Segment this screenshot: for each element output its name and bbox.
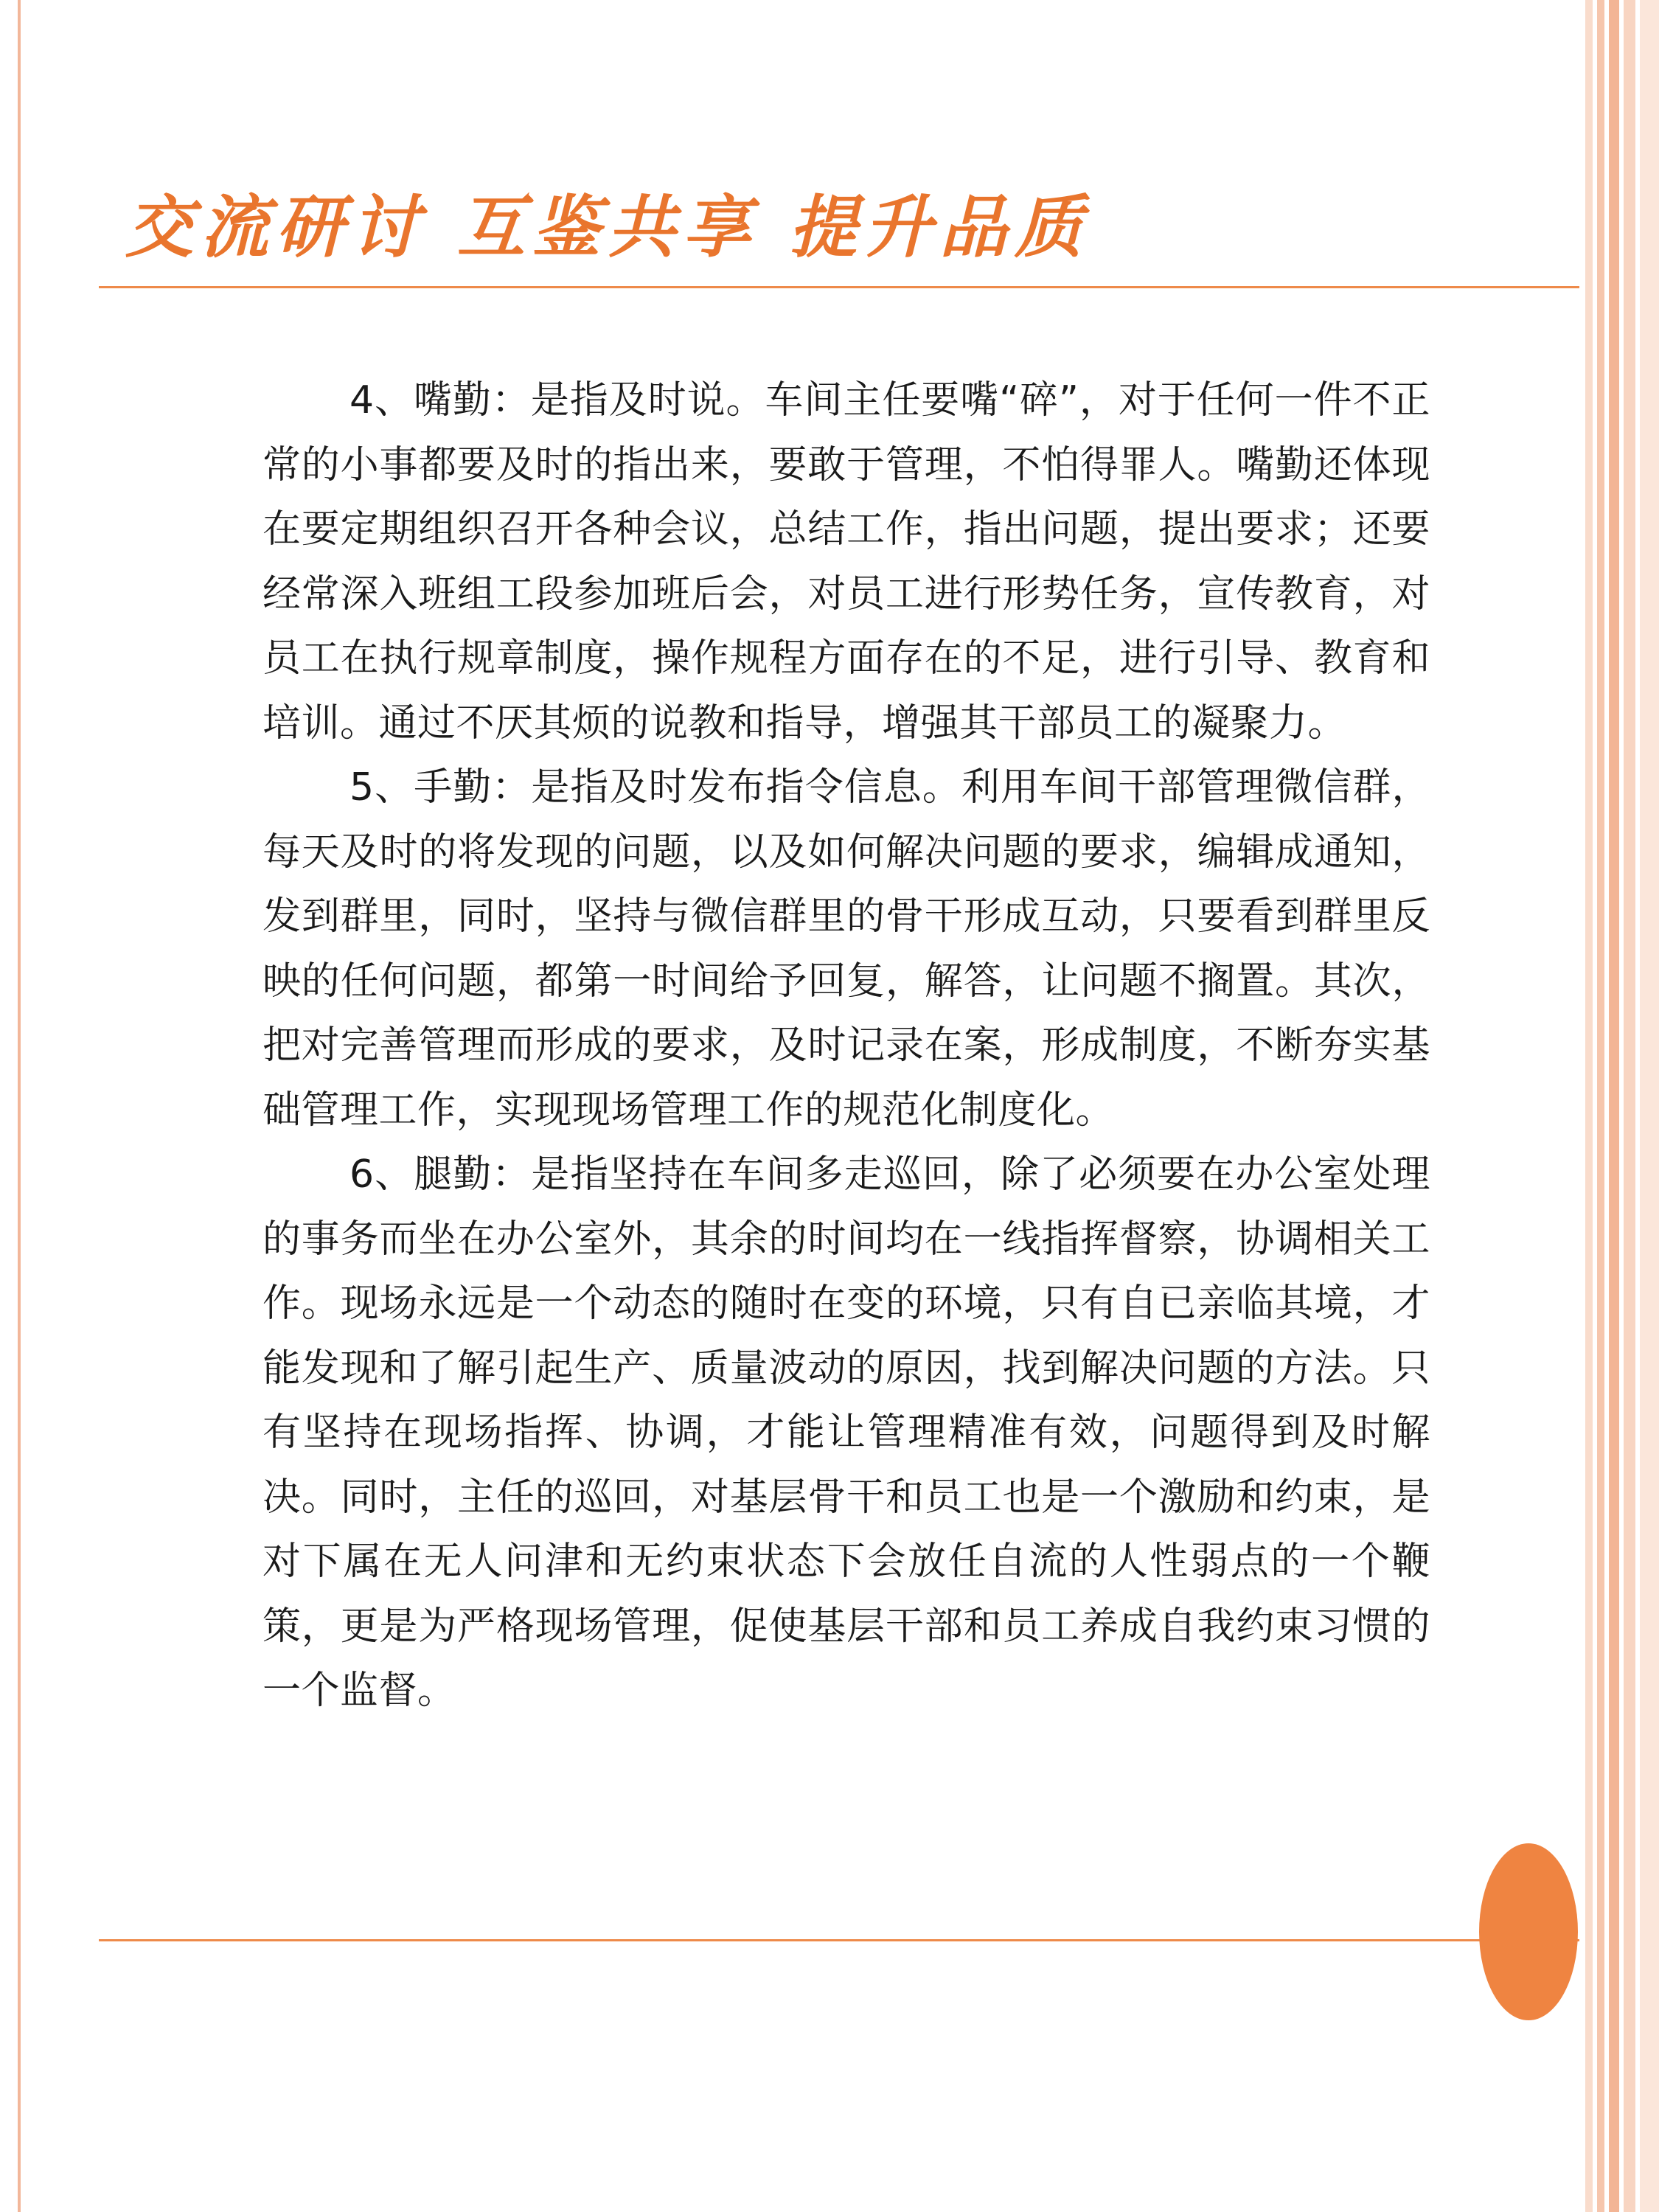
- page-title: 交流研讨 互鉴共享 提升品质: [125, 187, 1091, 267]
- decorative-oval: [1479, 1843, 1578, 2020]
- right-decorative-stripe: [1609, 0, 1619, 2212]
- right-decorative-stripe: [1624, 0, 1635, 2212]
- article-body: [262, 369, 1430, 1724]
- paragraph-hand-diligence: 5、手勤：是指及时发布指令信息。利用车间干部管理微信群，每天及时的将发现的问题，以及如何解决问题的要求，编辑成通知，发到群里，同时，坚持与微信群里的骨干形成互动，只要看到群里反映的任何问题，都第一时间给予回复，解答，让问题不搁置。其次，把对完善管理而形成的要求，及时记录在案，形成制度，不断夯实基础管理工作，实现现场管理工作的规范化制度化。: [262, 765, 1430, 1133]
- right-decorative-stripe: [1597, 0, 1604, 2212]
- header-divider: [99, 286, 1579, 288]
- paragraph-leg-diligence: 6、腿勤：是指坚持在车间多走巡回，除了必须要在办公室处理的事务而坐在办公室外，其余的时间均在一线指挥督察，协调相关工作。现场永远是一个动态的随时在变的环境，只有自已亲临其境，才能发现和了解引起生产、质量波动的原因，找到解决问题的方法。只有坚持在现场指挥、协调，才能让管理精准有效，问题得到及时解决。同时，主任的巡回，对基层骨干和员工也是一个激励和约束，是对下属在无人问津和无约束状态下会放任自流的人性弱点的一个鞭策，更是为严格现场管理，促使基层干部和员工养成自我约束习惯的一个监督。: [262, 1152, 1430, 1713]
- right-decorative-stripe: [1585, 0, 1593, 2212]
- footer-divider: [99, 1939, 1579, 1941]
- left-frame-line: [18, 0, 21, 2212]
- right-decorative-stripe: [1640, 0, 1659, 2212]
- paragraph-mouth-diligence: 4、嘴勤：是指及时说。车间主任要嘴“碎”，对于任何一件不正常的小事都要及时的指出来，要敢于管理，不怕得罪人。嘴勤还体现在要定期组织召开各种会议，总结工作，指出问题，提出要求；还要经常深入班组工段参加班后会，对员工进行形势任务，宣传教育，对员工在执行规章制度，操作规程方面存在的不足，进行引导、教育和培训。通过不厌其烦的说教和指导，增强其干部员工的凝聚力。: [262, 378, 1430, 745]
